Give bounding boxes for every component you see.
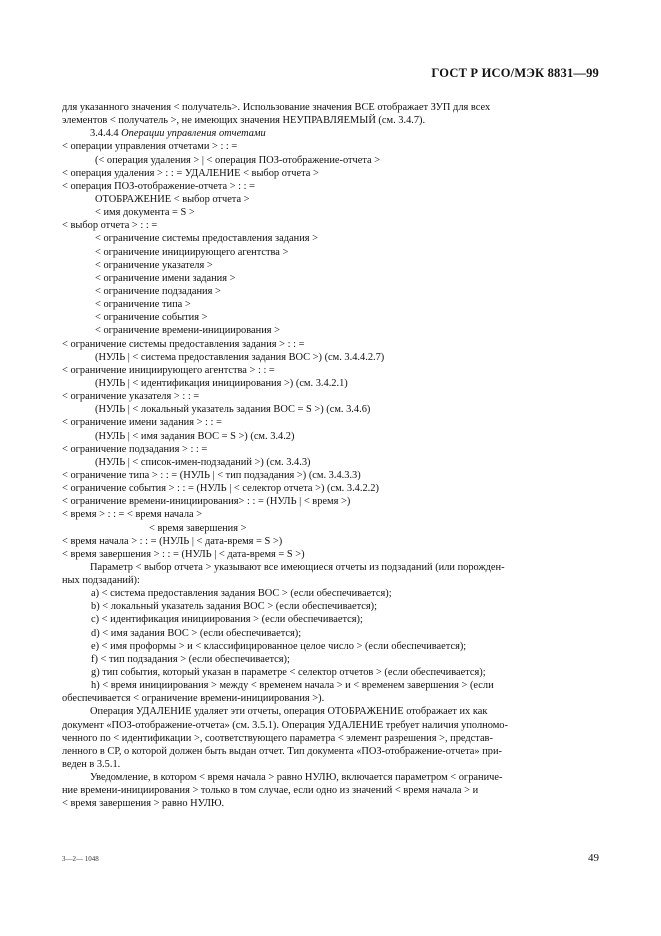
text-line: элементов < получатель >, не имеющих значения НЕУПРАВЛЯЕМЫЙ (см. 3.4.7). — [62, 115, 426, 127]
text-line: < операция удаления > : : = УДАЛЕНИЕ < выбор отчета > — [62, 167, 319, 179]
text-line: (< операция удаления > | < операция ПОЗ-отображение-отчета > — [95, 154, 381, 166]
text-line: < ограничение события > — [95, 312, 208, 324]
text-line: < ограничение подзадания > — [95, 285, 221, 297]
text-line: (НУЛЬ | < список-имен-подзаданий >) (см. 3.4.3) — [95, 456, 311, 468]
text-line: < время начала > : : = (НУЛЬ | < дата-время = S >) — [62, 535, 283, 547]
text-line: ченного по < идентификации >, соответствующего параметра < элемент разрешения >, представ- — [62, 732, 493, 744]
text-line: Параметр < выбор отчета > указывают все имеющиеся отчеты из подзаданий (или порожден- — [90, 561, 505, 573]
list-item: f) < тип подзадания > (если обеспечивается); — [91, 653, 290, 665]
text-line: < ограничение системы предоставления задания > : : = — [62, 338, 305, 350]
text-line: < операция ПОЗ-отображение-отчета > : : = — [62, 180, 256, 192]
text-line: ных подзаданий): — [62, 575, 140, 587]
text-line: документ «ПОЗ-отображение-отчета» (см. 3.5.1). Операция УДАЛЕНИЕ требует наличия уполномо- — [62, 719, 508, 731]
text-line: < ограничение имени задания > : : = — [62, 417, 222, 429]
text-line: < выбор отчета > : : = — [62, 220, 158, 232]
print-code: 3—2— 1048 — [62, 855, 99, 863]
text-line: < ограничение инициирующего агентства > — [95, 246, 289, 258]
text-line: < ограничение имени задания > — [95, 272, 236, 284]
text-line: < операции управления отчетами > : : = — [62, 141, 238, 153]
section-heading-text — [90, 128, 266, 139]
section-title: Операции управления отчетами — [121, 128, 266, 140]
section-heading — [62, 127, 599, 140]
text-line: < время завершения > : : = (НУЛЬ | < дата-время = S >) — [62, 548, 305, 560]
page-number: 49 — [588, 852, 599, 864]
list-item: e) < имя проформы > и < классифицированное целое число > (если обеспечивается); — [91, 640, 467, 652]
text-line: (НУЛЬ | < локальный указатель задания ВОС = S >) (см. 3.4.6) — [95, 404, 371, 416]
text-line: (НУЛЬ | < система предоставления задания ВОС >) (см. 3.4.4.2.7) — [95, 351, 385, 363]
text-line: Операция УДАЛЕНИЕ удаляет эти отчеты, операция ОТОБРАЖЕНИЕ отображает их как — [90, 706, 488, 718]
text-line: < ограничение события > : : = (НУЛЬ | < селектор отчета >) (см. 3.4.2.2) — [62, 483, 379, 495]
text-line: < ограничение указателя > : : = — [62, 391, 200, 403]
text-line: веден в 3.5.1. — [62, 759, 121, 771]
text-line: < ограничение типа > : : = (НУЛЬ | < тип подзадания >) (см. 3.4.3.3) — [62, 469, 361, 481]
text-line: для указанного значения < получатель>. Использование значения ВСЕ отображает ЗУП для всех — [62, 102, 491, 113]
text-line: ОТОБРАЖЕНИЕ < выбор отчета > — [95, 193, 250, 205]
text-line: < имя документа = S > — [95, 207, 195, 219]
list-item: g) тип события, который указан в параметре < селектор отчетов > (если обеспечивается); — [91, 667, 486, 679]
text-line: < ограничение типа > — [95, 299, 191, 311]
text-line: < ограничение времени-инициирования > — [95, 325, 280, 337]
text-line: < время > : : = < время начала > — [62, 509, 203, 521]
list-item: b) < локальный указатель задания ВОС > (если обеспечивается); — [91, 601, 378, 613]
text-line: < время завершения > — [149, 522, 247, 534]
list-item: c) < идентификация инициирования > (если обеспечивается); — [91, 614, 363, 626]
text-line: (НУЛЬ | < имя задания ВОС = S >) (см. 3.4.2) — [95, 430, 295, 442]
list-item: a) < система предоставления задания ВОС > (если обеспечивается); — [91, 588, 392, 600]
text-line: < время завершения > равно НУЛЮ. — [62, 798, 225, 810]
text-line: < ограничение указателя > — [95, 259, 213, 271]
section-number: 3.4.4.4 — [90, 128, 122, 140]
text-line: ленного в СР, о которой должен быть выдан отчет. Тип документа «ПОЗ-отображение-отчета» при- — [62, 745, 502, 757]
text-line: < ограничение времени-инициирования> : : = (НУЛЬ | < время >) — [62, 496, 351, 508]
text-line: < ограничение инициирующего агентства > : : = — [62, 364, 275, 376]
text-line: < ограничение системы предоставления задания > — [95, 233, 319, 245]
text-line: ние времени-инициирования > только в том случае, если одно из значений < время начала > и — [62, 785, 479, 797]
document-header: ГОСТ Р ИСО/МЭК 8831—99 — [431, 66, 599, 80]
list-item: d) < имя задания ВОС > (если обеспечивается); — [91, 627, 302, 639]
text-line: < ограничение подзадания > : : = — [62, 443, 208, 455]
text-line: (НУЛЬ | < идентификация инициирования >) (см. 3.4.2.1) — [95, 377, 348, 389]
text-line: Уведомление, в котором < время начала > равно НУЛЮ, включается параметром < ограниче- — [90, 772, 503, 784]
text-line: обеспечивается < ограничение времени-инициирования >). — [62, 693, 325, 705]
document-body — [62, 101, 599, 811]
list-item: h) < время инициирования > между < временем начала > и < временем завершения > (если — [91, 680, 494, 692]
